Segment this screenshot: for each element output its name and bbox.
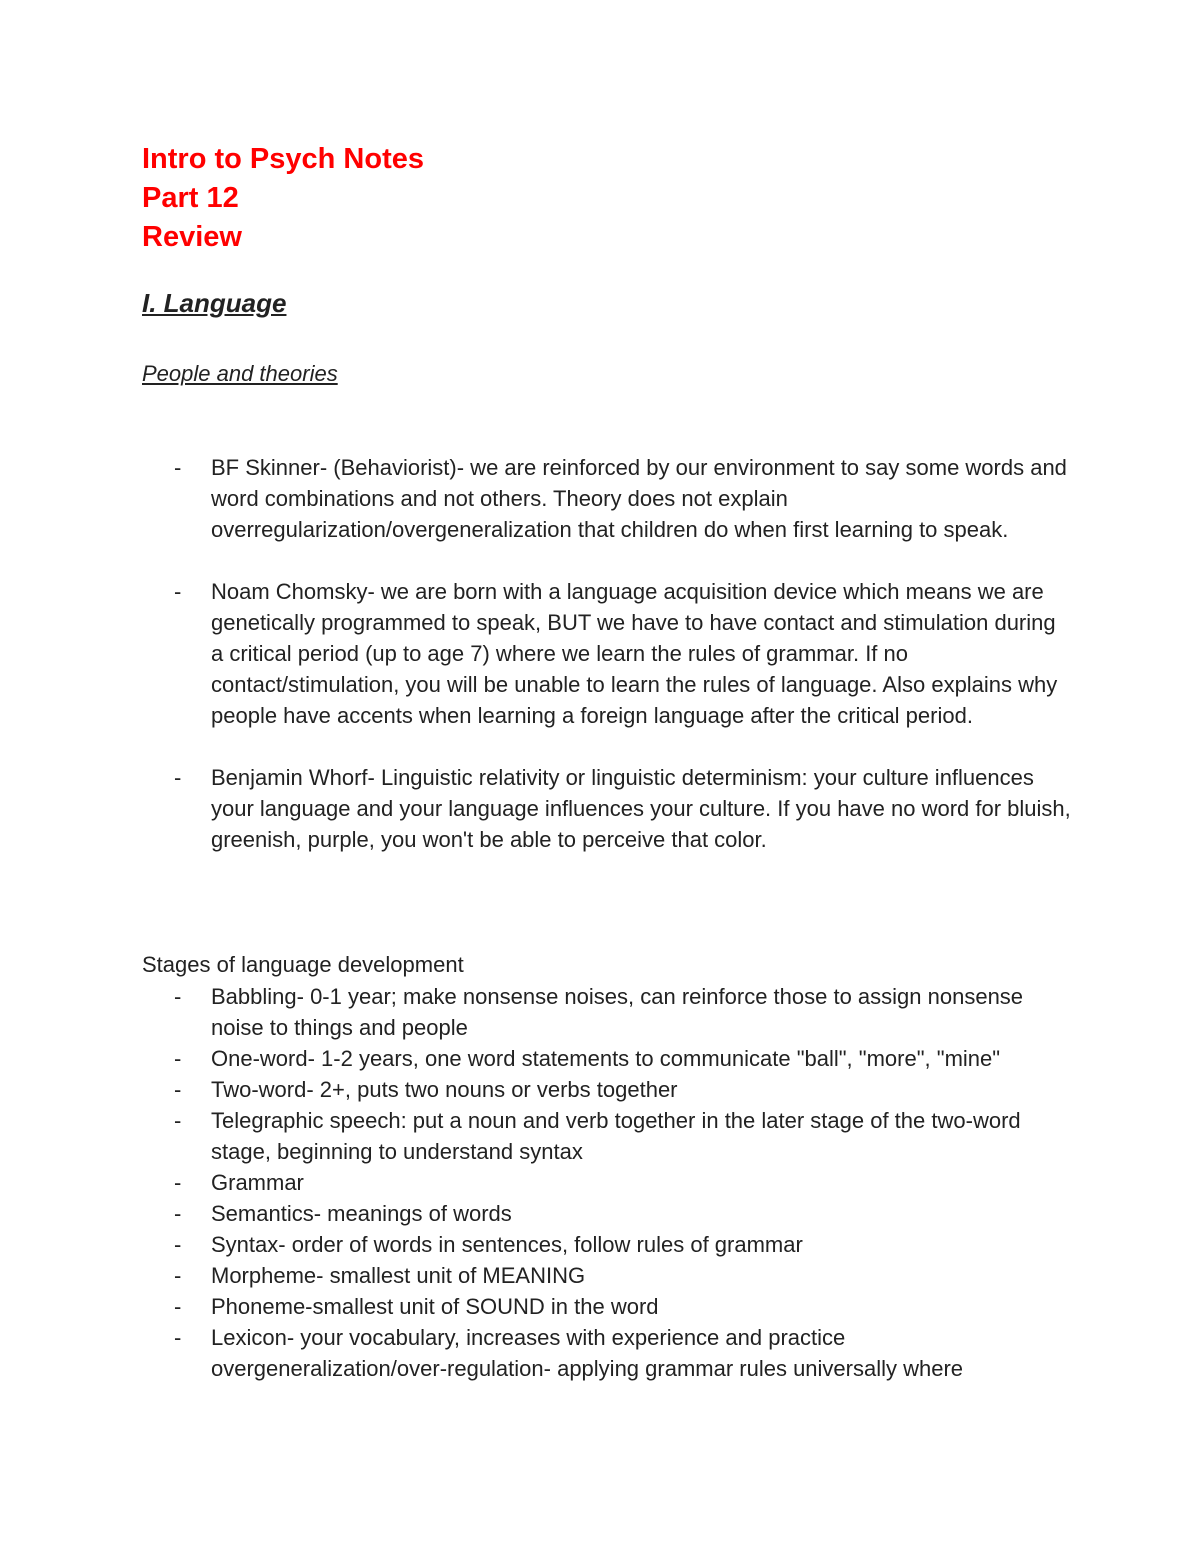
people-theories-heading: People and theories: [142, 361, 338, 386]
list-item-text: Noam Chomsky- we are born with a language acquisition device which means we are genetically programmed to speak, BUT we have to have contact and stimulation during a critical period (up to age 7) where we learn the rules of grammar. If no contact/stimulation, you will be unable to learn the rules of language. Also explains why people have accents when learning a foreign language after the critical period.: [211, 579, 1058, 728]
list-item: [142, 1229, 1072, 1260]
dash-bullet: -: [174, 455, 182, 480]
dash-bullet: -: [174, 1294, 182, 1319]
list-item-text: Semantics- meanings of words: [211, 1201, 512, 1226]
list-item: [142, 1322, 1072, 1384]
list-item-text: One-word- 1-2 years, one word statements to communicate "ball", "more", "mine": [211, 1046, 1001, 1071]
list-item: [142, 576, 1072, 731]
list-item: [142, 452, 1072, 545]
people-theories-list: [142, 452, 1072, 886]
dash-bullet: -: [174, 984, 182, 1009]
stages-list: [142, 981, 1072, 1384]
list-item: [142, 1260, 1072, 1291]
list-item: [142, 1291, 1072, 1322]
list-item-text: Lexicon- your vocabulary, increases with experience and practice overgeneralization/over-regulation- applying grammar rules universally where: [211, 1325, 964, 1381]
list-item-text: Grammar: [211, 1170, 304, 1195]
dash-bullet: -: [174, 1232, 182, 1257]
list-item-text: Telegraphic speech: put a noun and verb together in the later stage of the two-word stage, beginning to understand syntax: [211, 1108, 1021, 1164]
list-item: [142, 762, 1072, 855]
list-item-text: Syntax- order of words in sentences, follow rules of grammar: [211, 1232, 803, 1257]
dash-bullet: -: [174, 1325, 182, 1350]
list-item: [142, 1043, 1072, 1074]
dash-bullet: -: [174, 1170, 182, 1195]
list-item: [142, 981, 1072, 1043]
dash-bullet: -: [174, 765, 182, 790]
list-item-text: Benjamin Whorf- Linguistic relativity or linguistic determinism: your culture influences your language and your language influences your culture. If you have no word for bluish, greenish, purple, you won't be able to perceive that color.: [211, 765, 1071, 852]
list-item: [142, 1167, 1072, 1198]
list-item-text: Two-word- 2+, puts two nouns or verbs together: [211, 1077, 678, 1102]
list-item: [142, 1074, 1072, 1105]
list-item: [142, 1198, 1072, 1229]
list-item: [142, 1105, 1072, 1167]
stages-heading: Stages of language development: [142, 952, 464, 977]
dash-bullet: -: [174, 1046, 182, 1071]
section-heading-language: I. Language: [142, 288, 287, 318]
list-item-text: Babbling- 0-1 year; make nonsense noises, can reinforce those to assign nonsense noise to things and people: [211, 984, 1024, 1040]
document-subtitle: Review: [142, 221, 242, 253]
dash-bullet: -: [174, 1201, 182, 1226]
dash-bullet: -: [174, 1077, 182, 1102]
dash-bullet: -: [174, 579, 182, 604]
document-part: Part 12: [142, 182, 239, 214]
list-item-text: BF Skinner- (Behaviorist)- we are reinforced by our environment to say some words and word combinations and not others. Theory does not explain overregularization/overgeneralization that children do when first learning to speak.: [211, 455, 1067, 542]
dash-bullet: -: [174, 1108, 182, 1133]
list-item-text: Phoneme-smallest unit of SOUND in the word: [211, 1294, 659, 1319]
list-item-text: Morpheme- smallest unit of MEANING: [211, 1263, 586, 1288]
document-title: Intro to Psych Notes: [142, 143, 424, 175]
dash-bullet: -: [174, 1263, 182, 1288]
